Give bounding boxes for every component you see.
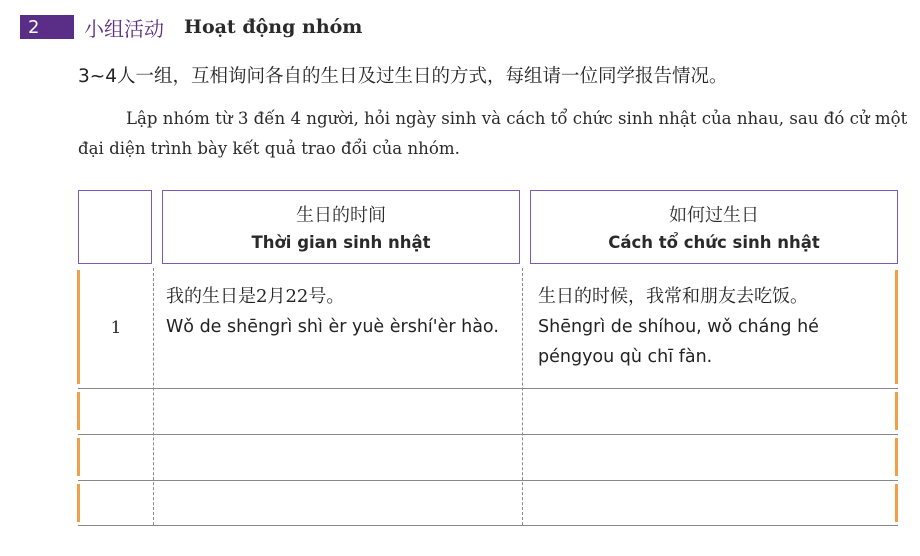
cell-celebration [538, 282, 883, 372]
cell-birthday-time [166, 282, 514, 342]
birthday-pinyin: Wǒ de shēngrì shì èr yuè èrshí'èr hào. [166, 317, 499, 337]
header-cell-blank [78, 190, 152, 264]
row-marker-right [895, 484, 898, 522]
header-celebration-zh: 如何过生日 [669, 205, 759, 226]
header-cell-birthday-time [162, 190, 520, 264]
row-marker-left [77, 438, 80, 476]
row-marker-right [895, 392, 898, 430]
section-number-badge: 2 [20, 15, 74, 39]
birthday-hanzi: 我的生日是2月22号。 [166, 286, 345, 307]
row-marker-right [895, 270, 898, 384]
column-separator [153, 268, 154, 525]
row-divider [78, 434, 898, 435]
instruction-chinese: 3~4人一组，互相询问各自的生日及过生日的方式，每组请一位同学报告情况。 [78, 66, 728, 87]
section-title-chinese: 小组活动 [84, 16, 164, 41]
section-heading [20, 14, 362, 40]
row-divider [78, 525, 898, 526]
row-marker-left [77, 484, 80, 522]
celebration-pinyin: Shēngrì de shíhou, wǒ cháng hé péngyou qù chī fàn. [538, 317, 819, 367]
row-divider [78, 388, 898, 389]
row-marker-right [895, 438, 898, 476]
header-celebration-vi: Cách tổ chức sinh nhật [608, 233, 820, 252]
row-number: 1 [110, 318, 122, 338]
header-birthday-time-vi: Thời gian sinh nhật [251, 233, 431, 252]
section-title-vietnamese: Hoạt động nhóm [184, 16, 363, 38]
row-divider [78, 480, 898, 481]
header-birthday-time-zh: 生日的时间 [296, 205, 386, 226]
column-separator [522, 268, 523, 525]
row-marker-left [77, 392, 80, 430]
instruction-vietnamese: Lập nhóm từ 3 đến 4 người, hỏi ngày sinh và cách tổ chức sinh nhật của nhau, sau đó cử một đại diện trình bày kết quả trao đổi của nhóm. [78, 109, 908, 158]
header-cell-celebration [530, 190, 898, 264]
celebration-hanzi: 生日的时候，我常和朋友去吃饭。 [538, 286, 808, 307]
